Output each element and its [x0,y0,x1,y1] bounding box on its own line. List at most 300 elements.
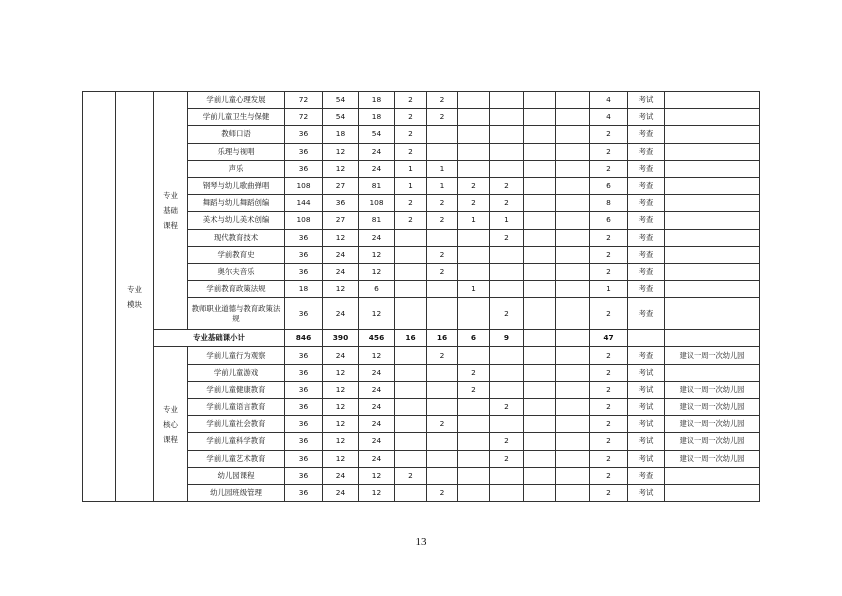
cell-practice: 24 [359,143,395,160]
cell-s6 [556,450,590,467]
cell-total: 36 [285,399,323,416]
cell-s5 [524,109,556,126]
cell-assessment: 考查 [628,246,665,263]
cell-practice: 24 [359,433,395,450]
cell-note [665,212,760,229]
cell-s2 [427,126,458,143]
cell-s2: 2 [427,212,458,229]
course-name: 幼儿园班级管理 [188,484,285,501]
cell-s2 [427,467,458,484]
cell-s2 [427,450,458,467]
cell-theory: 12 [323,381,359,398]
cell-theory: 12 [323,450,359,467]
cell-credits: 6 [590,177,628,194]
cell-s3 [458,160,490,177]
cell-practice: 12 [359,246,395,263]
cell-s5 [524,126,556,143]
cell-credits: 2 [590,381,628,398]
cell-note [665,126,760,143]
cell-s4: 2 [490,229,524,246]
cell-total: 36 [285,298,323,330]
cell-theory: 24 [323,246,359,263]
subtotal-row [83,330,760,347]
cell-credits: 2 [590,399,628,416]
cell-s4 [490,246,524,263]
cell-s2: 2 [427,109,458,126]
cell-s5 [524,92,556,109]
cell-credits: 6 [590,212,628,229]
cell-s4 [490,143,524,160]
cell-credits: 2 [590,364,628,381]
course-name: 学前儿童心理发展 [188,92,285,109]
cell-s2: 2 [427,246,458,263]
cell-s5 [524,212,556,229]
cell-s1 [395,416,427,433]
subtotal-note [665,330,760,347]
cell-total: 72 [285,109,323,126]
cell-total: 36 [285,416,323,433]
cell-total: 144 [285,195,323,212]
cell-s1 [395,298,427,330]
table-row [83,347,760,364]
cell-practice: 12 [359,347,395,364]
cell-credits: 2 [590,416,628,433]
cell-s5 [524,160,556,177]
cell-s4: 2 [490,450,524,467]
cell-total: 18 [285,281,323,298]
cell-s5 [524,195,556,212]
course-name: 学前儿童社会教育 [188,416,285,433]
cell-total: 72 [285,92,323,109]
cell-credits: 2 [590,143,628,160]
cell-s6 [556,484,590,501]
cell-s6 [556,126,590,143]
cell-practice: 12 [359,298,395,330]
cell-credits: 2 [590,229,628,246]
cell-s6 [556,246,590,263]
cell-s6 [556,399,590,416]
cell-note [665,484,760,501]
cell-note: 建议一周一次幼儿园 [665,381,760,398]
cell-s6 [556,467,590,484]
cell-s3: 2 [458,381,490,398]
cell-credits: 4 [590,109,628,126]
cell-practice: 81 [359,177,395,194]
cell-theory: 24 [323,298,359,330]
cell-theory: 12 [323,416,359,433]
course-name: 学前儿童卫生与保健 [188,109,285,126]
cell-credits: 8 [590,195,628,212]
subtotal-s4: 9 [490,330,524,347]
cell-credits: 2 [590,347,628,364]
cell-s3: 2 [458,195,490,212]
subtotal-s2: 16 [427,330,458,347]
cell-assessment: 考试 [628,109,665,126]
cell-s4: 1 [490,212,524,229]
course-name: 奥尔夫音乐 [188,263,285,280]
cell-s6 [556,416,590,433]
cell-s3 [458,109,490,126]
cell-s1: 2 [395,126,427,143]
page-number: 13 [415,536,427,548]
cell-credits: 2 [590,126,628,143]
curriculum-table [82,91,760,502]
cell-assessment: 考查 [628,229,665,246]
cell-assessment: 考查 [628,126,665,143]
cell-s1: 2 [395,92,427,109]
cell-s6 [556,381,590,398]
cell-s3 [458,416,490,433]
cell-s1 [395,433,427,450]
cell-s2 [427,364,458,381]
cell-s1 [395,229,427,246]
cell-s1 [395,281,427,298]
cell-total: 36 [285,364,323,381]
cell-note: 建议一周一次幼儿园 [665,416,760,433]
cell-credits: 2 [590,433,628,450]
subtotal-s3: 6 [458,330,490,347]
cell-note [665,467,760,484]
cell-s2 [427,433,458,450]
cell-note: 建议一周一次幼儿园 [665,399,760,416]
cell-practice: 24 [359,229,395,246]
cell-s6 [556,92,590,109]
cell-theory: 27 [323,177,359,194]
cell-practice: 18 [359,109,395,126]
cell-theory: 12 [323,364,359,381]
cell-theory: 12 [323,399,359,416]
cell-assessment: 考查 [628,160,665,177]
cell-theory: 54 [323,109,359,126]
cell-assessment: 考试 [628,433,665,450]
cell-total: 36 [285,347,323,364]
cell-s5 [524,399,556,416]
cell-theory: 24 [323,484,359,501]
cell-s6 [556,281,590,298]
cell-total: 36 [285,126,323,143]
cell-total: 36 [285,467,323,484]
cell-practice: 24 [359,399,395,416]
cell-s5 [524,433,556,450]
cell-practice: 12 [359,484,395,501]
course-name: 学前儿童游戏 [188,364,285,381]
course-name: 学前儿童科学教育 [188,433,285,450]
cell-total: 36 [285,229,323,246]
cell-s4 [490,347,524,364]
cell-s3 [458,229,490,246]
cell-s1 [395,484,427,501]
cell-total: 108 [285,177,323,194]
cell-total: 36 [285,433,323,450]
cell-practice: 24 [359,450,395,467]
cell-practice: 54 [359,126,395,143]
cell-s4 [490,364,524,381]
cell-s4 [490,484,524,501]
cell-practice: 24 [359,160,395,177]
cell-practice: 24 [359,416,395,433]
cell-s6 [556,433,590,450]
cell-assessment: 考试 [628,416,665,433]
cell-credits: 2 [590,160,628,177]
cell-s2: 2 [427,484,458,501]
course-name: 学前儿童语言教育 [188,399,285,416]
cell-total: 36 [285,143,323,160]
cell-s5 [524,467,556,484]
cell-s2 [427,381,458,398]
cell-s4 [490,416,524,433]
cell-s5 [524,381,556,398]
course-name: 现代教育技术 [188,229,285,246]
course-name: 美术与幼儿美术创编 [188,212,285,229]
cell-note [665,229,760,246]
cell-s1 [395,399,427,416]
cell-note [665,364,760,381]
cell-s3 [458,92,490,109]
cell-theory: 36 [323,195,359,212]
cell-s4: 2 [490,195,524,212]
cell-assessment: 考试 [628,92,665,109]
table-row [83,92,760,109]
cell-credits: 2 [590,467,628,484]
cell-credits: 2 [590,450,628,467]
course-name: 钢琴与幼儿歌曲弹唱 [188,177,285,194]
cell-s4 [490,109,524,126]
course-name: 舞蹈与幼儿舞蹈创编 [188,195,285,212]
cell-s3: 1 [458,212,490,229]
cell-s1: 2 [395,467,427,484]
cell-practice: 24 [359,381,395,398]
core-group-label: 专业 核心 课程 [154,347,188,502]
subtotal-s5 [524,330,556,347]
cell-s1 [395,364,427,381]
cell-s4: 2 [490,177,524,194]
cell-s1 [395,347,427,364]
cell-s1 [395,263,427,280]
course-name: 学前儿童行为观察 [188,347,285,364]
cell-s4 [490,92,524,109]
cell-assessment: 考查 [628,281,665,298]
cell-s5 [524,347,556,364]
cell-theory: 24 [323,347,359,364]
cell-s5 [524,281,556,298]
course-name: 幼儿园课程 [188,467,285,484]
cell-total: 36 [285,484,323,501]
cell-assessment: 考查 [628,263,665,280]
cell-s5 [524,416,556,433]
cell-assessment: 考查 [628,298,665,330]
cell-assessment: 考查 [628,467,665,484]
cell-s4 [490,263,524,280]
cell-theory: 12 [323,229,359,246]
cell-s1 [395,381,427,398]
cell-credits: 2 [590,246,628,263]
cell-credits: 2 [590,484,628,501]
cell-s5 [524,263,556,280]
cell-note: 建议一周一次幼儿园 [665,347,760,364]
subtotal-practice: 456 [359,330,395,347]
cell-s2: 1 [427,177,458,194]
course-name: 学前儿童艺术教育 [188,450,285,467]
cell-s3: 1 [458,281,490,298]
subtotal-credits: 47 [590,330,628,347]
course-name: 教师口语 [188,126,285,143]
cell-assessment: 考试 [628,364,665,381]
cell-s5 [524,229,556,246]
cell-s2 [427,229,458,246]
course-name: 教师职业道德与教育政策法规 [188,298,285,330]
cell-practice: 6 [359,281,395,298]
cell-practice: 12 [359,263,395,280]
cell-s5 [524,246,556,263]
cell-s3 [458,484,490,501]
cell-assessment: 考试 [628,399,665,416]
cell-assessment: 考查 [628,143,665,160]
cell-practice: 12 [359,467,395,484]
cell-s4: 2 [490,298,524,330]
cell-theory: 12 [323,160,359,177]
cell-s4 [490,160,524,177]
cell-note [665,160,760,177]
cell-s2: 2 [427,92,458,109]
cell-assessment: 考试 [628,381,665,398]
cell-s2 [427,143,458,160]
cell-theory: 18 [323,126,359,143]
cell-theory: 12 [323,433,359,450]
subtotal-assessment [628,330,665,347]
cell-note [665,281,760,298]
cell-theory: 24 [323,467,359,484]
cell-s6 [556,212,590,229]
cell-s3 [458,143,490,160]
cell-s3: 2 [458,177,490,194]
cell-s2 [427,281,458,298]
cell-s6 [556,143,590,160]
cell-practice: 81 [359,212,395,229]
cell-practice: 24 [359,364,395,381]
cell-note [665,263,760,280]
cell-s5 [524,298,556,330]
cell-theory: 54 [323,92,359,109]
cell-s2: 1 [427,160,458,177]
cell-total: 36 [285,160,323,177]
cell-s5 [524,364,556,381]
blank-left-column [83,92,116,502]
cell-assessment: 考试 [628,484,665,501]
cell-s3 [458,246,490,263]
cell-note [665,195,760,212]
cell-note: 建议一周一次幼儿园 [665,433,760,450]
cell-s3 [458,263,490,280]
course-name: 声乐 [188,160,285,177]
cell-s3 [458,298,490,330]
cell-s3 [458,347,490,364]
foundation-group-label: 专业 基础 课程 [154,92,188,330]
cell-practice: 18 [359,92,395,109]
cell-s2: 2 [427,347,458,364]
cell-s3 [458,450,490,467]
cell-note [665,298,760,330]
cell-s5 [524,143,556,160]
cell-s6 [556,347,590,364]
cell-s1 [395,246,427,263]
cell-note [665,177,760,194]
cell-s2: 2 [427,416,458,433]
cell-s6 [556,364,590,381]
cell-s2: 2 [427,263,458,280]
course-name: 学前儿童健康教育 [188,381,285,398]
cell-theory: 27 [323,212,359,229]
subtotal-total: 846 [285,330,323,347]
cell-s4: 2 [490,399,524,416]
cell-credits: 2 [590,263,628,280]
cell-theory: 24 [323,263,359,280]
cell-s4: 2 [490,433,524,450]
cell-theory: 12 [323,281,359,298]
cell-total: 108 [285,212,323,229]
cell-assessment: 考查 [628,347,665,364]
cell-s2 [427,399,458,416]
cell-s5 [524,450,556,467]
cell-s1: 2 [395,109,427,126]
cell-credits: 1 [590,281,628,298]
subtotal-label: 专业基础课小计 [154,330,285,347]
cell-s6 [556,298,590,330]
cell-assessment: 考查 [628,212,665,229]
cell-s5 [524,177,556,194]
cell-practice: 108 [359,195,395,212]
cell-s2 [427,298,458,330]
cell-s6 [556,160,590,177]
cell-s1: 1 [395,177,427,194]
cell-assessment: 考查 [628,177,665,194]
cell-total: 36 [285,263,323,280]
cell-s5 [524,484,556,501]
cell-s3 [458,126,490,143]
cell-assessment: 考查 [628,195,665,212]
cell-s4 [490,467,524,484]
subtotal-s6 [556,330,590,347]
subtotal-s1: 16 [395,330,427,347]
cell-assessment: 考试 [628,450,665,467]
cell-note [665,109,760,126]
cell-s4 [490,381,524,398]
cell-s6 [556,263,590,280]
cell-s3 [458,467,490,484]
cell-s1: 1 [395,160,427,177]
cell-theory: 12 [323,143,359,160]
subtotal-theory: 390 [323,330,359,347]
cell-total: 36 [285,246,323,263]
cell-s6 [556,109,590,126]
cell-s4 [490,126,524,143]
course-name: 学前教育政策法规 [188,281,285,298]
cell-note [665,246,760,263]
cell-s6 [556,229,590,246]
cell-s6 [556,177,590,194]
cell-s1: 2 [395,195,427,212]
cell-s6 [556,195,590,212]
cell-note [665,92,760,109]
cell-total: 36 [285,381,323,398]
cell-total: 36 [285,450,323,467]
cell-s1: 2 [395,212,427,229]
cell-s3: 2 [458,364,490,381]
cell-note [665,143,760,160]
course-name: 乐理与视唱 [188,143,285,160]
cell-s4 [490,281,524,298]
course-name: 学前教育史 [188,246,285,263]
cell-s1 [395,450,427,467]
